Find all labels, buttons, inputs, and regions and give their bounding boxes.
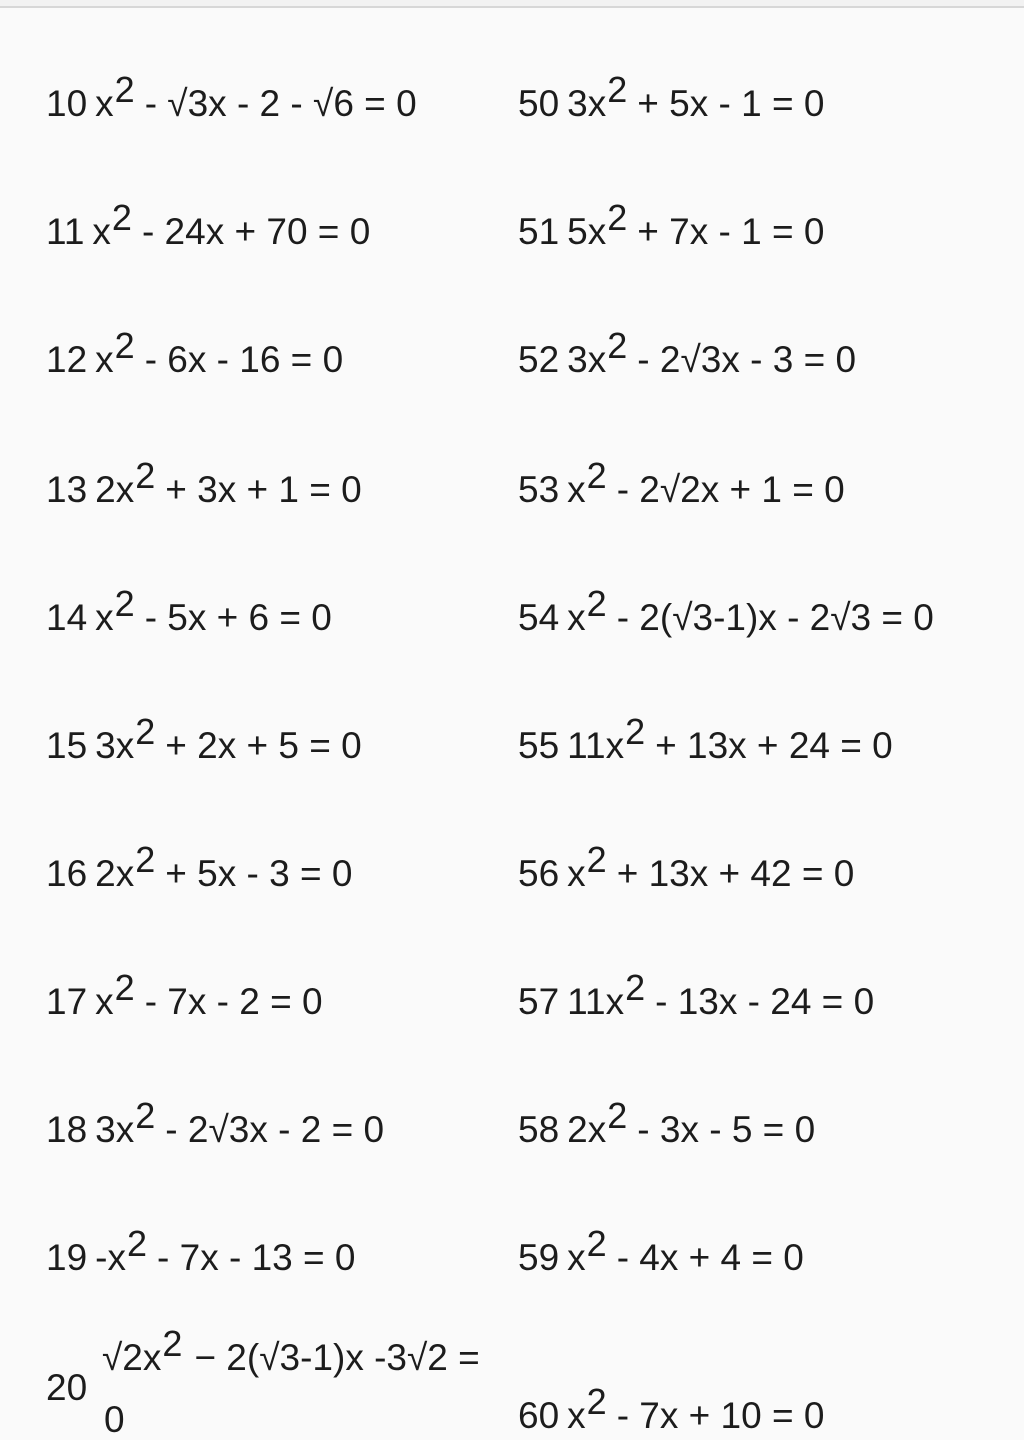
equation-lead: 5x — [567, 211, 607, 252]
problem-number: 58 — [518, 1109, 560, 1150]
problem-number: 20 — [46, 1367, 88, 1408]
equation-lead: x — [92, 211, 111, 252]
equation-lead: 2x — [95, 853, 135, 894]
problem-number: 56 — [518, 853, 560, 894]
exponent: 2 — [607, 325, 628, 366]
equation-lead: 3x — [95, 1109, 135, 1150]
equation-rest: - 3x - 5 = 0 — [637, 1109, 816, 1150]
equation-rest: − 2(√3-1)x -3√2 = — [194, 1337, 480, 1378]
problem-number: 57 — [518, 981, 560, 1022]
equation-rest: - 7x + 10 = 0 — [616, 1395, 825, 1436]
exponent: 2 — [607, 69, 628, 110]
equation-lead: -x — [95, 1237, 126, 1278]
exponent: 2 — [111, 197, 132, 238]
problem-number: 19 — [46, 1237, 88, 1278]
problem-number: 54 — [518, 597, 560, 638]
equation-row-20 — [46, 1320, 546, 1440]
problem-number: 16 — [46, 853, 88, 894]
exponent: 2 — [135, 455, 156, 496]
exponent: 2 — [586, 839, 607, 880]
equation-rest: - 7x - 13 = 0 — [157, 1237, 356, 1278]
equation-lead: x — [567, 597, 586, 638]
equation-rest: - 2√2x + 1 = 0 — [616, 469, 845, 510]
exponent: 2 — [607, 1095, 628, 1136]
exponent: 2 — [126, 1223, 148, 1264]
top-divider — [0, 0, 1024, 8]
equation-rest: - 6x - 16 = 0 — [144, 339, 344, 380]
equation-row — [0, 1070, 1024, 1150]
problem-number: 51 — [518, 211, 560, 252]
equation-rest: + 13x + 42 = 0 — [616, 853, 855, 894]
exponent: 2 — [114, 967, 135, 1008]
equation-left-1 — [46, 172, 370, 252]
equation-lead: 11x — [567, 725, 625, 766]
equation-rest: - 2(√3-1)x - 2√3 = 0 — [616, 597, 934, 638]
equation-lead: 11x — [567, 981, 625, 1022]
problem-number: 12 — [46, 339, 88, 380]
equation-right-5 — [518, 686, 893, 766]
exponent: 2 — [586, 1223, 607, 1264]
equation-row — [0, 44, 1024, 124]
equation-rest: - 7x - 2 = 0 — [144, 981, 323, 1022]
equation-left-8 — [46, 1070, 384, 1150]
equation-rest: + 13x + 24 = 0 — [655, 725, 893, 766]
equation-row — [0, 814, 1024, 894]
equation-row — [0, 686, 1024, 766]
equation-left-7 — [46, 942, 323, 1022]
equation-row — [0, 300, 1024, 380]
equation-rest: + 7x - 1 = 0 — [637, 211, 825, 252]
equation-rest: - 24x + 70 = 0 — [141, 211, 371, 252]
equation-lead: x — [567, 853, 586, 894]
equation-left-5 — [46, 686, 362, 766]
equation-rest: - 4x + 4 = 0 — [616, 1237, 804, 1278]
problem-number: 60 — [518, 1395, 560, 1436]
equation-rest: + 5x - 3 = 0 — [165, 853, 353, 894]
problem-number: 15 — [46, 725, 88, 766]
exponent: 2 — [135, 711, 156, 752]
equation-tail: 0 — [104, 1399, 125, 1440]
equation-row — [0, 942, 1024, 1022]
problem-number: 53 — [518, 469, 560, 510]
equation — [102, 1323, 480, 1378]
equation-right-1 — [518, 172, 824, 252]
equation-lead: x — [567, 1237, 586, 1278]
equation-right-0 — [518, 44, 824, 124]
equation-rest: + 2x + 5 = 0 — [165, 725, 362, 766]
equation-lead: x — [567, 1395, 586, 1436]
exponent: 2 — [114, 583, 135, 624]
equation-right-2 — [518, 300, 856, 380]
equation-right-7 — [518, 942, 874, 1022]
equation-right-9 — [518, 1198, 804, 1278]
equation-rest: - 2√3x - 2 = 0 — [165, 1109, 385, 1150]
problem-number: 50 — [518, 83, 560, 124]
exponent: 2 — [625, 711, 646, 752]
problem-number: 13 — [46, 469, 88, 510]
equation-lead: x — [567, 469, 586, 510]
problem-number: 10 — [46, 83, 88, 124]
equation-lead: x — [95, 83, 114, 124]
exponent: 2 — [586, 583, 607, 624]
equation-rest: - 13x - 24 = 0 — [655, 981, 875, 1022]
equation-lead: x — [95, 339, 114, 380]
equation-left-6 — [46, 814, 352, 894]
equation-lead: 2x — [567, 1109, 607, 1150]
exponent: 2 — [135, 839, 156, 880]
equation-rest: - √3x - 2 - √6 = 0 — [144, 83, 417, 124]
problem-number: 18 — [46, 1109, 88, 1150]
equation-rest: + 3x + 1 = 0 — [165, 469, 362, 510]
equation-left-0 — [46, 44, 417, 124]
equation-right-6 — [518, 814, 854, 894]
equation-lead: 3x — [567, 339, 607, 380]
equation-left-3 — [46, 430, 362, 510]
equation-row — [0, 172, 1024, 252]
equation-lead: x — [95, 597, 114, 638]
exponent: 2 — [586, 455, 607, 496]
equation-lead: x — [95, 981, 114, 1022]
exponent: 2 — [586, 1381, 607, 1422]
equation-rest: + 5x - 1 = 0 — [637, 83, 825, 124]
problem-number: 59 — [518, 1237, 560, 1278]
equation-lead: 2x — [95, 469, 135, 510]
problem-number: 17 — [46, 981, 88, 1022]
equation-lead: √2x — [102, 1337, 162, 1378]
equation-left-4 — [46, 558, 332, 638]
exponent: 2 — [162, 1323, 183, 1364]
equation-left-2 — [46, 300, 343, 380]
equation-lead: 3x — [95, 725, 135, 766]
equation-rest: - 2√3x - 3 = 0 — [637, 339, 857, 380]
exponent: 2 — [114, 325, 135, 366]
equation-right-3 — [518, 430, 845, 510]
equation-right-4 — [518, 558, 934, 638]
problem-number: 11 — [46, 211, 85, 252]
problem-number: 52 — [518, 339, 560, 380]
problem-number: 55 — [518, 725, 560, 766]
equation-row — [0, 1198, 1024, 1278]
exponent: 2 — [114, 69, 135, 110]
equation-lead: 3x — [567, 83, 607, 124]
equation-row — [0, 558, 1024, 638]
equation-row — [0, 430, 1024, 510]
equation-right-10 — [518, 1356, 824, 1436]
equation-right-8 — [518, 1070, 815, 1150]
problem-number: 14 — [46, 597, 88, 638]
exponent: 2 — [135, 1095, 156, 1136]
equation-rest: - 5x + 6 = 0 — [144, 597, 332, 638]
exponent: 2 — [607, 197, 628, 238]
exponent: 2 — [625, 967, 646, 1008]
equation-left-9 — [46, 1198, 355, 1278]
